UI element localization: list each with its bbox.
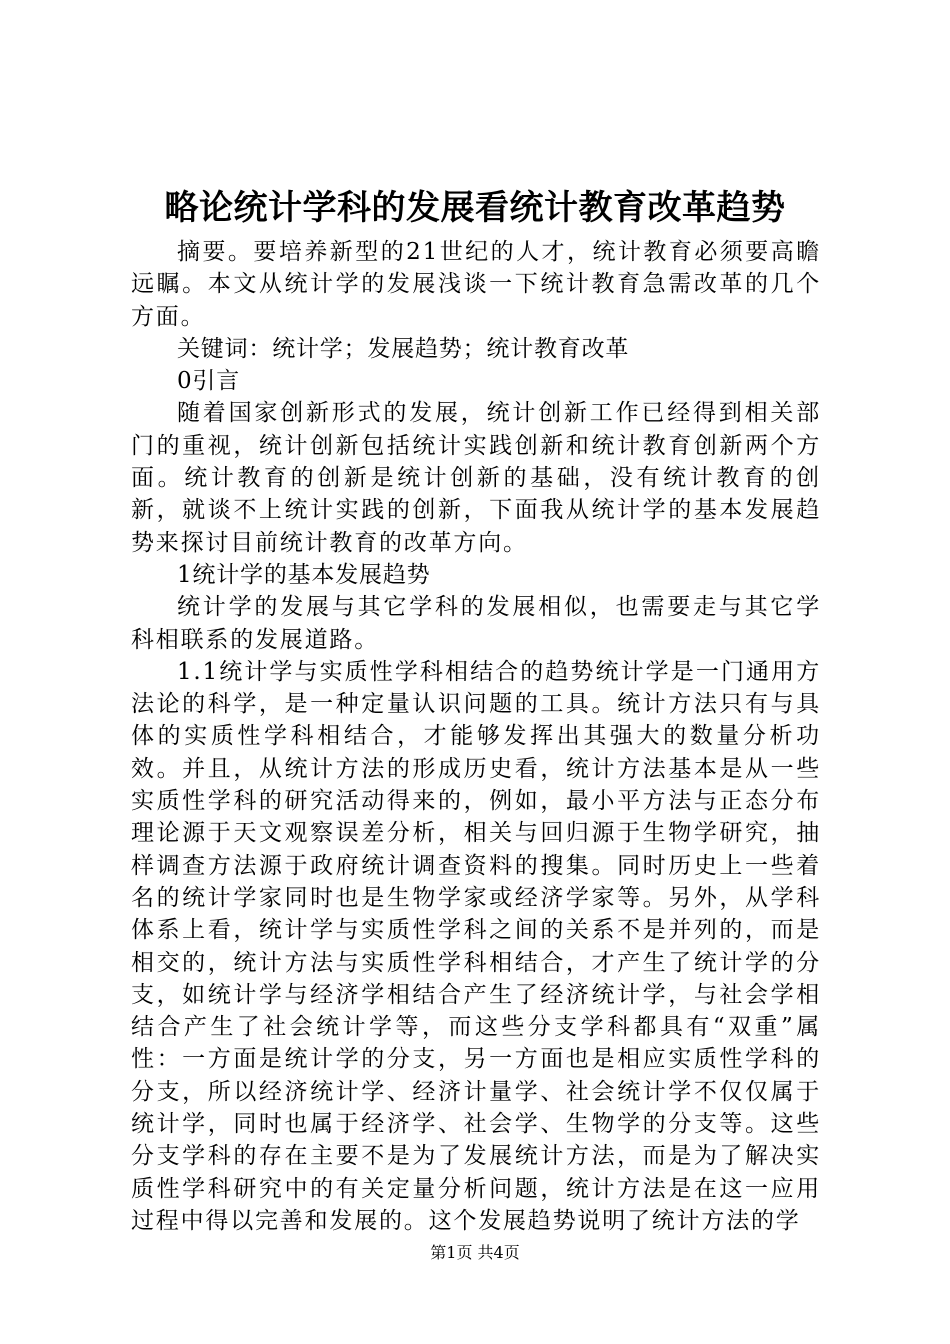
subsection-paragraph: 1.1统计学与实质性学科相结合的趋势统计学是一门通用方法论的科学，是一种定量认识问题的工具。统计方法只有与具体的实质性学科相结合，才能够发挥出其强大的数量分析功效。并且，从统计方法的形成历史看，统计方法基本是从一些实质性学科的研究活动得来的，例如，最小平方法与正态分布理论源于天文观察误差分析，相关与回归源于生物学研究，抽样调查方法源于政府统计调查资料的搜集。同时历史上一些着名的统计学家同时也是生物学家或经济学家等。另外，从学科体系上看，统计学与实质性学科之间的关系不是并列的，而是相交的，统计方法与实质性学科相结合，才产生了统计学的分支，如统计学与经济学相结合产生了经济统计学，与社会学相结合产生了社会统计学等，而这些分支学科都具有“双重”属性：一方面是统计学的分支，另一方面也是相应实质性学科的分支，所以经济统计学、经济计量学、社会统计学不仅仅属于统计学，同时也属于经济学、社会学、生物学的分支等。这些分支学科的存在主要不是为了发展统计方法，而是为了解决实质性学科研究中的有关定量分析问题，统计方法是在这一应用过程中得以完善和发展的。这个发展趋势说明了统计方法的学: [131, 658, 821, 1234]
trends-paragraph: 统计学的发展与其它学科的发展相似，也需要走与其它学科相联系的发展道路。: [131, 594, 821, 653]
section-heading-intro: 0引言: [177, 368, 241, 395]
document-title: 略论统计学科的发展看统计教育改革趋势: [164, 188, 786, 228]
keywords-paragraph: 关键词：统计学；发展趋势；统计教育改革: [177, 335, 630, 362]
abstract-paragraph: 摘要。要培养新型的21世纪的人才，统计教育必须要高瞻远瞩。本文从统计学的发展浅谈一下统计教育急需改革的几个方面。: [131, 239, 821, 330]
section-heading-trends: 1统计学的基本发展趋势: [177, 561, 431, 588]
document-body: [131, 236, 821, 1237]
intro-paragraph: 随着国家创新形式的发展，统计创新工作已经得到相关部门的重视，统计创新包括统计实践创新和统计教育创新两个方面。统计教育的创新是统计创新的基础，没有统计教育的创新，就谈不上统计实践的创新，下面我从统计学的基本发展趋势来探讨目前统计教育的改革方向。: [131, 400, 821, 556]
page-footer: 第1页 共4页: [430, 1243, 520, 1262]
